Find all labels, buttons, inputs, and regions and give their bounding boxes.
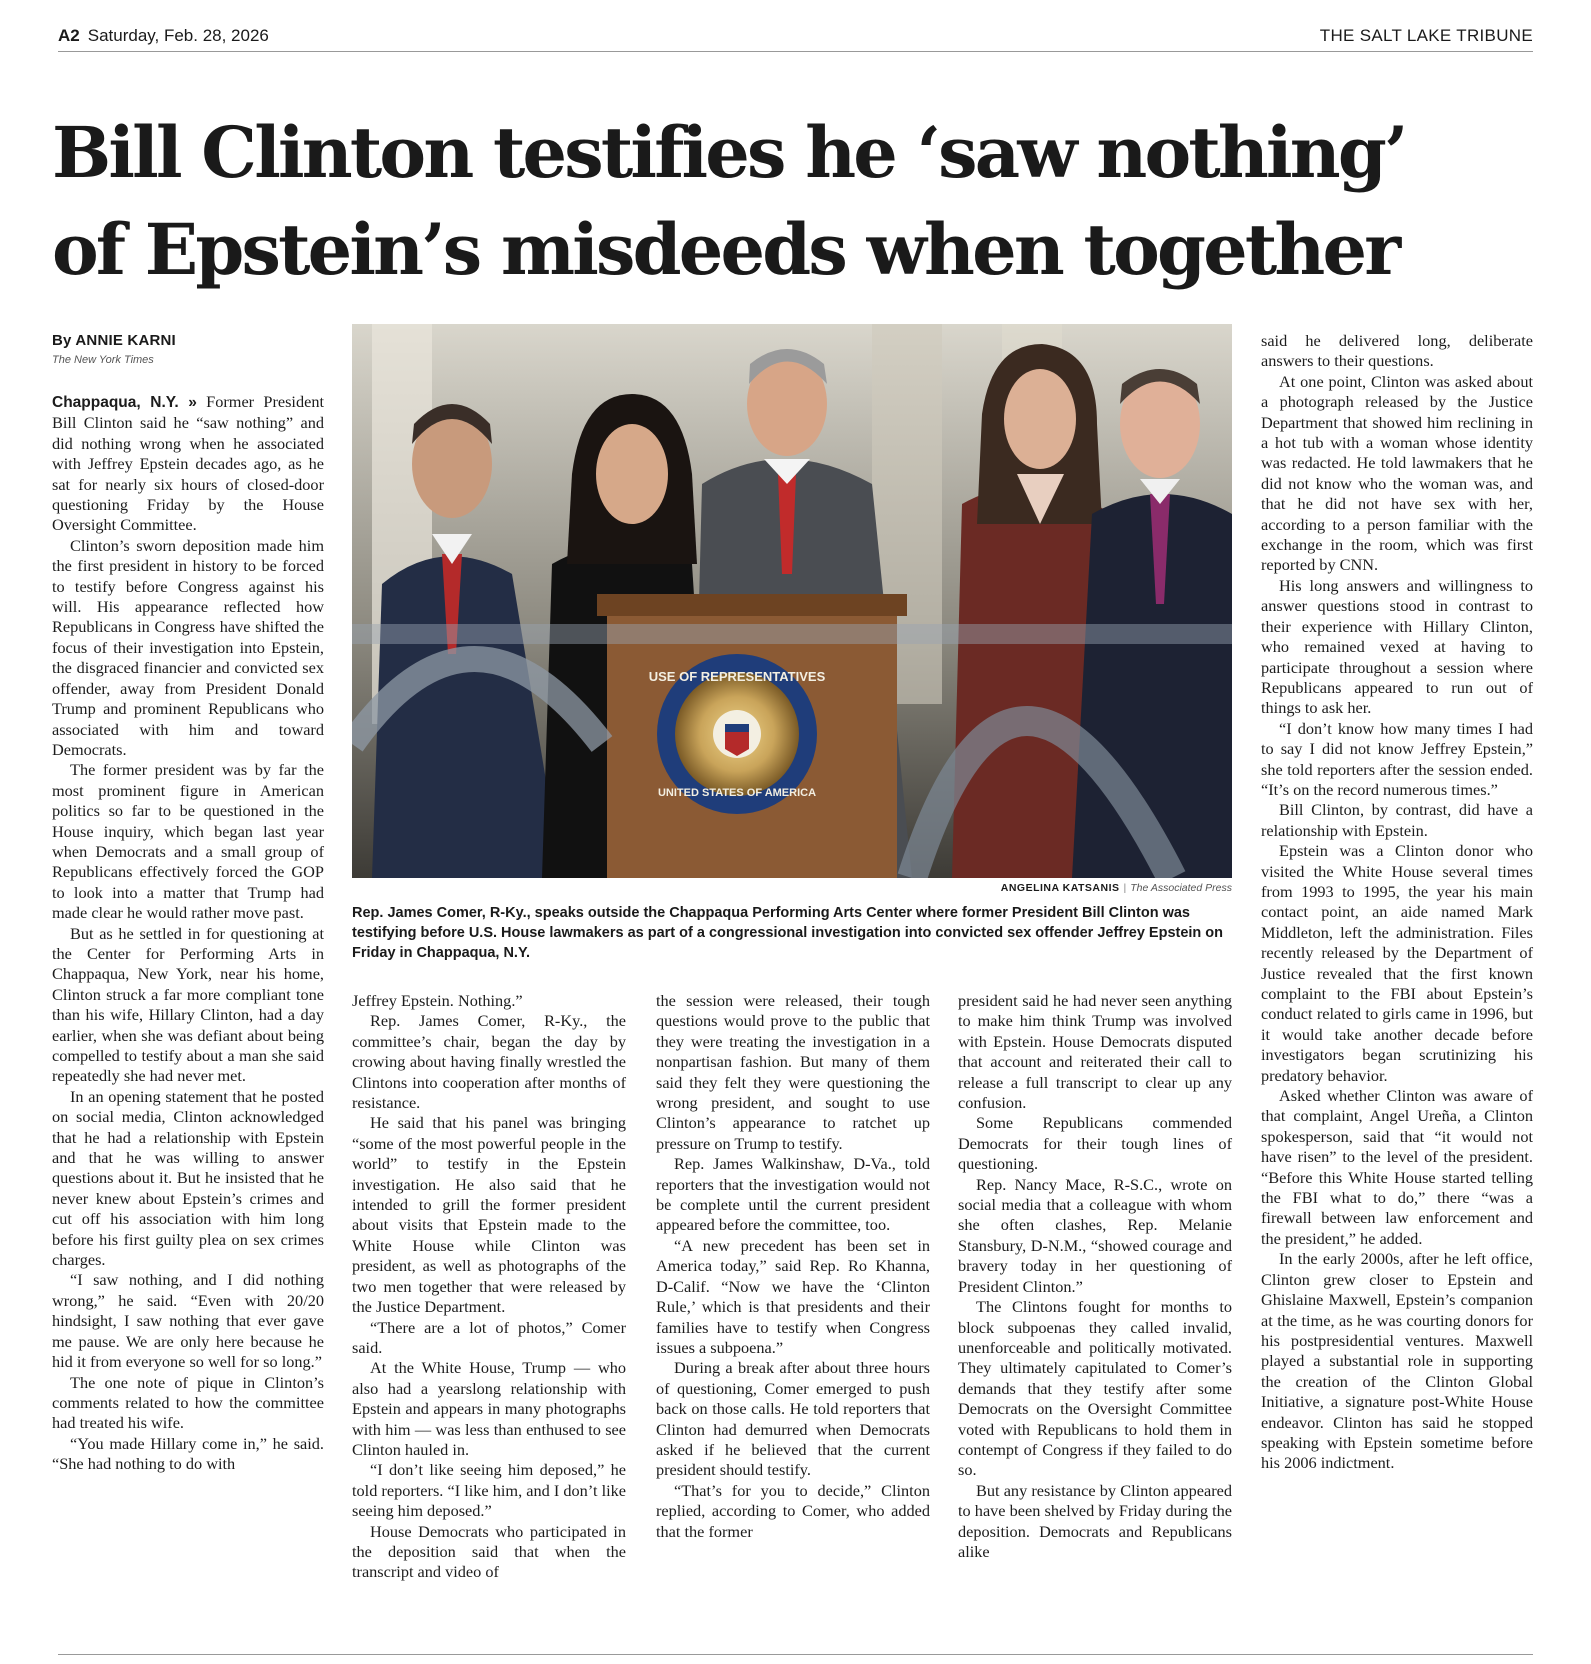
article-paragraph: “That’s for you to decide,” Clinton replied, according to Comer, who added that the former [656,1480,930,1541]
article-column-4 [958,991,1232,1562]
article-paragraph: At one point, Clinton was asked about a photograph released by the Justice Department that showed him reclining in a hot tub with a woman whose identity was redacted. He told lawmakers that he did not know who the woman was, and that he did not have sex with her, according to a person familiar with the exchange in the room, which was first reported by CNN. [1261,371,1533,575]
article-column-3 [656,991,930,1542]
article-paragraph: Chappaqua, N.Y. » Former President Bill Clinton said he “saw nothing” and did nothing wrong when he associated with Jeffrey Epstein decades ago, as he sat for nearly six hours of closed-door questioning Friday by the House Oversight Committee. [52,392,324,535]
article-paragraph: “There are a lot of photos,” Comer said. [352,1317,626,1357]
article-paragraph: At the White House, Trump — who also had a yearslong relationship with Epstein and appears in many photographs with him — was less than enthused to see Clinton hauled in. [352,1358,626,1459]
article-paragraph: “A new precedent has been set in America today,” said Rep. Ro Khanna, D-Calif. “Now we have the ‘Clinton Rule,’ which is that presidents and their families have to testify when Congress issues a subpoena.” [656,1235,930,1357]
news-photo-illustration [352,324,1232,878]
article-paragraph: president said he had never seen anything to make him think Trump was involved with Epstein. House Democrats disputed that account and reiterated their call to release a full transcript to clear up any confusion. [958,991,1232,1113]
page-header [58,26,1533,52]
news-photo [352,324,1232,878]
article-paragraph: the session were released, their tough questions would prove to the public that they were treating the investigation in a nonpartisan fashion. But many of them said they felt they were questioning the wrong president, and sought to use Clinton’s appearance to ratchet up pressure on Trump to testify. [656,991,930,1153]
article-paragraph: The one note of pique in Clinton’s comments related to how the committee had treated his wife. [52,1372,324,1433]
article-column-2 [352,991,626,1583]
article-paragraph: “I don’t know how many times I had to say I did not know Jeffrey Epstein,” she told reporters after the session ended. “It’s on the record numerous times.” [1261,718,1533,799]
article-paragraph: Clinton’s sworn deposition made him the first president in history to be forced to testify before Congress against his will. His appearance reflected how Republicans in Congress have shifted the focus of their investigation into Epstein, the disgraced financier and convicted sex offender, away from President Donald Trump and prominent Republicans who associated with him and toward Democrats. [52,535,324,759]
headline-line-1: Bill Clinton testifies he ‘saw nothing’ [52,111,1406,194]
newspaper-name: THE SALT LAKE TRIBUNE [1319,26,1533,45]
headline [52,104,1532,298]
byline-source: The New York Times [52,354,154,366]
article-paragraph: Rep. Nancy Mace, R-S.C., wrote on social media that a colleague with whom she often clashes, Rep. Melanie Stansbury, D-N.M., “showed courage and bravery today in her questioning of President Clinton.” [958,1174,1232,1296]
footer-rule [58,1654,1533,1655]
article-paragraph: “I don’t like seeing him deposed,” he told reporters. “I like him, and I don’t like seeing him deposed.” [352,1460,626,1521]
article-paragraph: Some Republicans commended Democrats for their tough lines of questioning. [958,1113,1232,1174]
page-number: A2 [58,26,80,45]
issue-date: Saturday, Feb. 28, 2026 [87,26,269,45]
article-paragraph: He said that his panel was bringing “some of the most powerful people in the world” to testify in the Epstein investigation. He also said that he intended to grill the former president about visits that Epstein made to the White House while Clinton was president, as well as photographs of the two men together that were released by the Justice Department. [352,1113,626,1317]
article-paragraph: House Democrats who participated in the deposition said that when the transcript and video of [352,1521,626,1582]
article-paragraph: In the early 2000s, after he left office, Clinton grew closer to Epstein and Ghislaine Maxwell, Epstein’s companion at the time, as he was courting donors for his postpresidential ventures. Maxwell played a substantial role in supporting the creation of the Clinton Global Initiative, a signature post-White House endeavor. Clinton has said he stopped speaking with Epstein sometime before his 2006 indictment. [1261,1249,1533,1473]
article-paragraph: His long answers and willingness to answer questions stood in contrast to their experience with Hillary Clinton, who remained vexed at having to participate throughout a session where Republicans appeared to run out of things to ask her. [1261,575,1533,718]
article-paragraph: Rep. James Walkinshaw, D-Va., told reporters that the investigation would not be complete until the current president appeared before the committee, too. [656,1154,930,1235]
seal-bottom-text: UNITED STATES OF AMERICA [657,787,817,799]
photo-agency: The Associated Press [1130,882,1232,894]
article-paragraph: “I saw nothing, and I did nothing wrong,” he said. “Even with 20/20 hindsight, I saw nothing that ever gave me pause. We are only here because he hid it from everyone so well for so long.” [52,1270,324,1372]
photo-credit [352,882,1232,894]
photo-caption: Rep. James Comer, R-Ky., speaks outside the Chappaqua Performing Arts Center where former President Bill Clinton was testifying before U.S. House lawmakers as part of a congressional investigation into convicted sex offender Jeffrey Epstein on Friday in Chappaqua, N.Y. [352,905,1224,961]
seal-top-text: USE OF REPRESENTATIVES [648,669,826,684]
article-paragraph: Bill Clinton, by contrast, did have a relationship with Epstein. [1261,800,1533,840]
article-column-1 [52,392,324,1475]
byline-author: By ANNIE KARNI [52,332,176,349]
headline-line-2: of Epstein’s misdeeds when together [52,208,1399,291]
credit-separator: | [1123,882,1127,894]
article-paragraph: During a break after about three hours of questioning, Comer emerged to push back on those calls. He told reporters that Clinton had demurred when Democrats asked if he believed that the current president should testify. [656,1358,930,1480]
article-column-5 [1261,331,1533,1474]
article-paragraph: said he delivered long, deliberate answers to their questions. [1261,331,1533,371]
header-rule [58,51,1533,52]
article-paragraph: Epstein was a Clinton donor who visited the White House several times from 1993 to 1995, the year his main contact point, an aide named Mark Middleton, left the administration. Files recently released by the Department of Justice revealed that the first known complaint to the FBI about Epstein’s conduct related to girls came in 1996, but it would take another decade before investigators began scrutinizing his predatory behavior. [1261,841,1533,1085]
byline [52,332,322,366]
article-paragraph: “You made Hillary come in,” he said. “She had nothing to do with [52,1433,324,1474]
article-paragraph: Jeffrey Epstein. Nothing.” [352,991,523,1010]
article-paragraph: In an opening statement that he posted on social media, Clinton acknowledged that he had a relationship with Epstein and that he was willing to answer questions about it. But he insisted that he never knew about Epstein’s crimes and cut off his association with him long before his first guilty plea on sex crimes charges. [52,1086,324,1270]
article-paragraph: The former president was by far the most prominent figure in American politics so far to be questioned in the House inquiry, which began last year when Democrats and a small group of Republicans effectively forced the GOP to look into a matter that Trump had made clear he would rather move past. [52,760,324,923]
article-paragraph: But as he settled in for questioning at the Center for Performing Arts in Chappaqua, New York, near his home, Clinton struck a far more compliant tone than his wife, Hillary Clinton, had a day earlier, when she was defiant about being compelled to testify about a man she said repeatedly she had never met. [52,923,324,1086]
article-paragraph: Rep. James Comer, R-Ky., the committee’s chair, began the day by crowing about having finally wrestled the Clintons into cooperation after months of resistance. [352,1011,626,1113]
photographer-name: ANGELINA KATSANIS [1000,882,1120,894]
article-paragraph: The Clintons fought for months to block subpoenas they called invalid, unenforceable and politically motivated. They ultimately capitulated to Comer’s demands that they testify after some Democrats on the Oversight Committee voted with Republicans to hold them in contempt of Congress if they failed to do so. [958,1297,1232,1480]
article-paragraph: Asked whether Clinton was aware of that complaint, Angel Ureña, a Clinton spokesperson, said that “it would not have risen” to the level of the president. “Before this White House started telling the FBI what to do,” there “was a firewall between law enforcement and the president,” he added. [1261,1086,1533,1248]
article-paragraph: But any resistance by Clinton appeared to have been shelved by Friday during the deposition. Democrats and Republicans alike [958,1480,1232,1561]
dateline: Chappaqua, N.Y. » [52,394,197,411]
